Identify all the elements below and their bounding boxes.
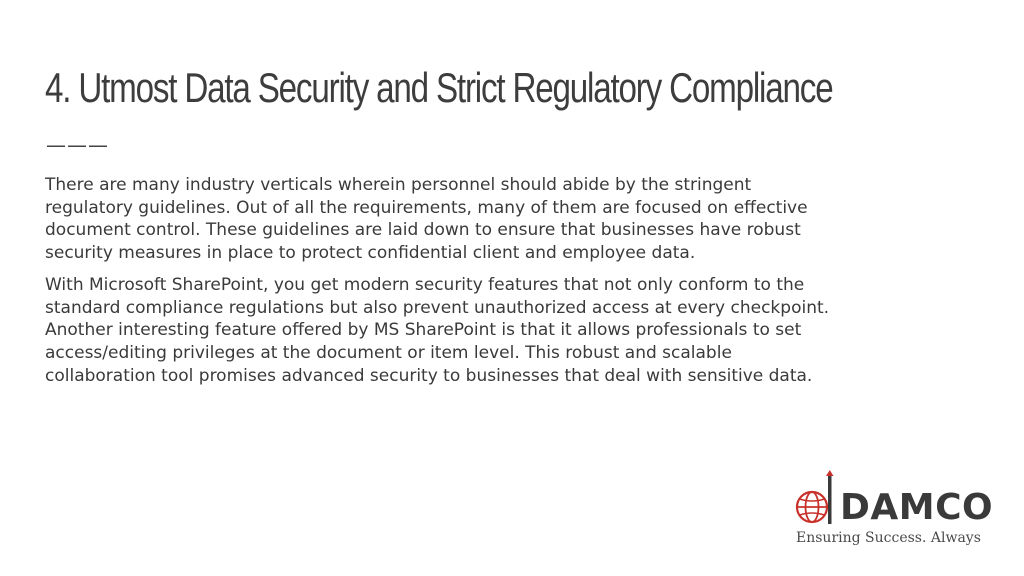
body-paragraph: With Microsoft SharePoint, you get modern security features that not only conform to the standard compliance regulations but also prevent unauthorized access at every checkpoint. Another interesting feature offered by MS SharePoint is that it allows professionals to set access/editing privileges at the document or item level. This robust and scalable collaboration tool promises advanced security to businesses that deal with sensitive data. (45, 274, 830, 386)
damco-logo (794, 470, 994, 550)
title-divider: ——— (46, 133, 109, 157)
body-paragraph: There are many industry verticals wherein personnel should abide by the stringent regulatory guidelines. Out of all the requirements, many of them are focused on effective document control. These guidelines are laid down to ensure that businesses have robust security measures in place to protect confidential client and employee data. (45, 175, 808, 264)
globe-pin-icon (794, 470, 834, 530)
logo-tagline: Ensuring Success. Always (796, 530, 981, 546)
slide-title: 4. Utmost Data Security and Strict Regulatory Compliance (45, 64, 833, 111)
logo-wordmark: DAMCO (840, 487, 994, 528)
slide-body (45, 174, 1005, 396)
